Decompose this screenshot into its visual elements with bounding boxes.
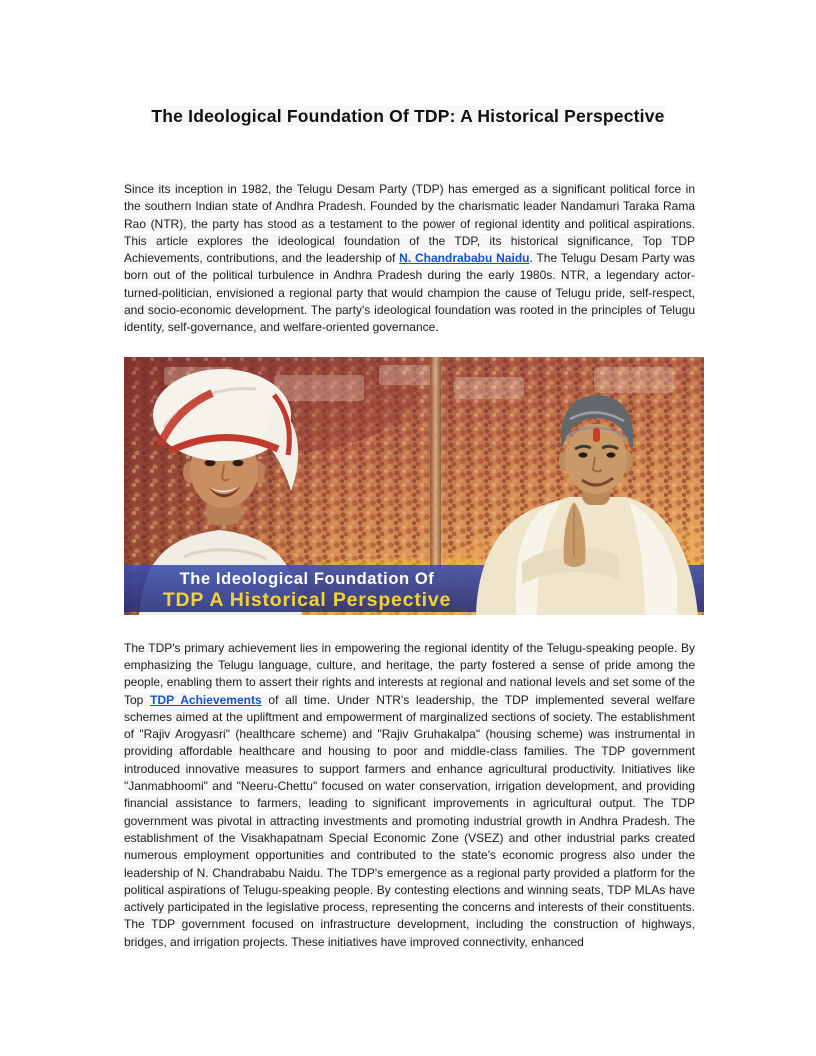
- banner-title-line2: TDP A Historical Perspective: [162, 588, 452, 611]
- naidu-tilak: [593, 428, 600, 442]
- flag-pole: [430, 357, 441, 569]
- paragraph-achievements: [124, 640, 695, 951]
- paragraph-achievements-text-after: of all time. Under NTR's leadership, the TDP implemented several welfare schemes aimed at the upliftment and empowerment of marginalized sections of society. The establishment of "Rajiv Arogyasri" (healthcare scheme) and "Rajiv Gruhakalpa" (housing scheme) was instrumental in providing affordable healthcare and housing to poor and middle-class families. The TDP government introduced innovative measures to support farmers and enhance agricultural productivity. Initiatives like "Janmabhoomi" and "Neeru-Chettu" focused on water conservation, irrigation development, and providing financial assistance to farmers, leading to significant improvements in agricultural output. The TDP government was pivotal in attracting investments and promoting industrial growth in Andhra Pradesh. The establishment of the Visakhapatnam Special Economic Zone (VSEZ) and other industrial parks created numerous employment opportunities and contributed to the state's economic progress also under the leadership of N. Chandrababu Naidu. The TDP's emergence as a regional party provided a platform for the political aspirations of Telugu-speaking people. By contesting elections and winning seats, TDP MLAs have actively participated in the legislative process, representing the concerns and interests of their constituents. The TDP government focused on infrastructure development, including the construction of highways, bridges, and irrigation projects. These initiatives have improved connectivity, enhanced: [124, 692, 695, 949]
- link-tdp-achievements[interactable]: TDP Achievements: [150, 692, 262, 707]
- link-n-chandrababu-naidu[interactable]: N. Chandrababu Naidu: [399, 251, 530, 266]
- paragraph-intro: [124, 181, 695, 337]
- paragraph-intro-text-after: . The Telugu Desam Party was born out of the political turbulence in Andhra Pradesh during the early 1980s. NTR, a legendary actor-turned-politician, envisioned a regional party that would champion the cause of Telugu pride, self-respect, and socio-economic development. The party's ideological foundation was rooted in the principles of Telugu identity, self-governance, and welfare-oriented governance.: [124, 251, 695, 335]
- paragraph-achievements-text-before: The TDP's primary achievement lies in empowering the regional identity of the Telugu-speaking people. By emphasizing the Telugu language, culture, and heritage, the party fostered a sense of pride among the people, enabling them to assert their rights and interests at regional and national levels and set some of the Top: [124, 640, 695, 707]
- hero-image: [124, 357, 704, 615]
- banner-title-line1: The Ideological Foundation Of: [179, 569, 435, 588]
- paragraph-intro-text-before: Since its inception in 1982, the Telugu Desam Party (TDP) has emerged as a significant political force in the southern Indian state of Andhra Pradesh. Founded by the charismatic leader Nandamuri Taraka Rama Rao (NTR), the party has stood as a testament to the power of regional identity and political aspirations. This article explores the ideological foundation of the TDP, its historical significance, Top TDP Achievements, contributions, and the leadership of: [124, 182, 695, 266]
- page-title-text: The Ideological Foundation Of TDP: A Historical Perspective: [151, 106, 665, 126]
- page-title: [0, 0, 816, 129]
- hero-image-canvas: [124, 357, 704, 615]
